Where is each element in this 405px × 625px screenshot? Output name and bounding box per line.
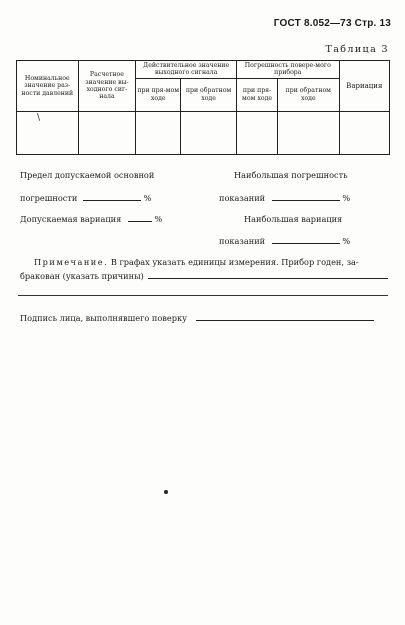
header-calculated-output: Расчетное значение вы-ходного сиг-нала (78, 61, 136, 112)
signature-label: Подпись лица, выполнявшего поверку (20, 313, 187, 323)
allowed-variation-blank (128, 221, 152, 222)
max-variation-label: Наибольшая вариация (244, 214, 343, 224)
note-line-2 (20, 271, 388, 281)
percent-sign: % (342, 193, 351, 203)
page-header: ГОСТ 8.052—73 Стр. 13 (273, 18, 391, 29)
max-variation-label-2: показаний (219, 236, 266, 246)
table-cell (339, 111, 389, 154)
max-variation-blank (272, 243, 340, 244)
reason-blank (148, 278, 388, 279)
limit-error-field (20, 193, 151, 203)
max-error-field (219, 193, 350, 203)
reason-line (18, 295, 388, 296)
allowed-variation-field (20, 214, 162, 224)
note-title: Примечание. (34, 257, 109, 267)
limit-error-label: Предел допускаемой основной (20, 170, 155, 180)
max-variation-field (219, 236, 350, 246)
note-line-1 (34, 257, 359, 267)
percent-sign: % (342, 236, 351, 246)
subheader-reverse: при обратном ходе (181, 78, 237, 111)
header-instrument-error: Погрешность повере-мого прибора (237, 61, 340, 79)
subheader-forward: при пря-мом ходе (136, 78, 181, 111)
subheader-forward-2: при пря-мом ходе (237, 78, 278, 111)
header-variation: Вариация (339, 61, 389, 112)
subheader-reverse-2: при обратном ходе (278, 78, 340, 111)
percent-sign: % (154, 214, 163, 224)
header-nominal-pressure: Номинальное значение раз-ности давлений (17, 61, 79, 112)
max-error-label-2: показаний (219, 193, 266, 203)
max-error-label: Наибольшая погрешность (234, 170, 348, 180)
limit-error-blank (83, 200, 141, 201)
limit-error-label-2: погрешности (20, 193, 78, 203)
signature-field (20, 313, 374, 323)
verification-table (16, 60, 390, 155)
note-text-2: бракован (указать причины) (20, 271, 144, 281)
signature-blank (196, 320, 374, 321)
table-cell (136, 111, 181, 154)
table-cell (78, 111, 136, 154)
max-error-blank (272, 200, 340, 201)
table-cell (278, 111, 340, 154)
table-label: Таблица 3 (325, 44, 389, 55)
header-actual-output: Действительное значение выходного сигнала (136, 61, 237, 79)
allowed-variation-label: Допускаемая вариация (20, 214, 122, 224)
table-cell (237, 111, 278, 154)
table-cell (181, 111, 237, 154)
note-text-1: В графах указать единицы измерения. Прибор годен, за- (108, 257, 359, 267)
dot-mark (164, 490, 168, 494)
table-cell: \ (17, 111, 79, 154)
percent-sign: % (143, 193, 152, 203)
